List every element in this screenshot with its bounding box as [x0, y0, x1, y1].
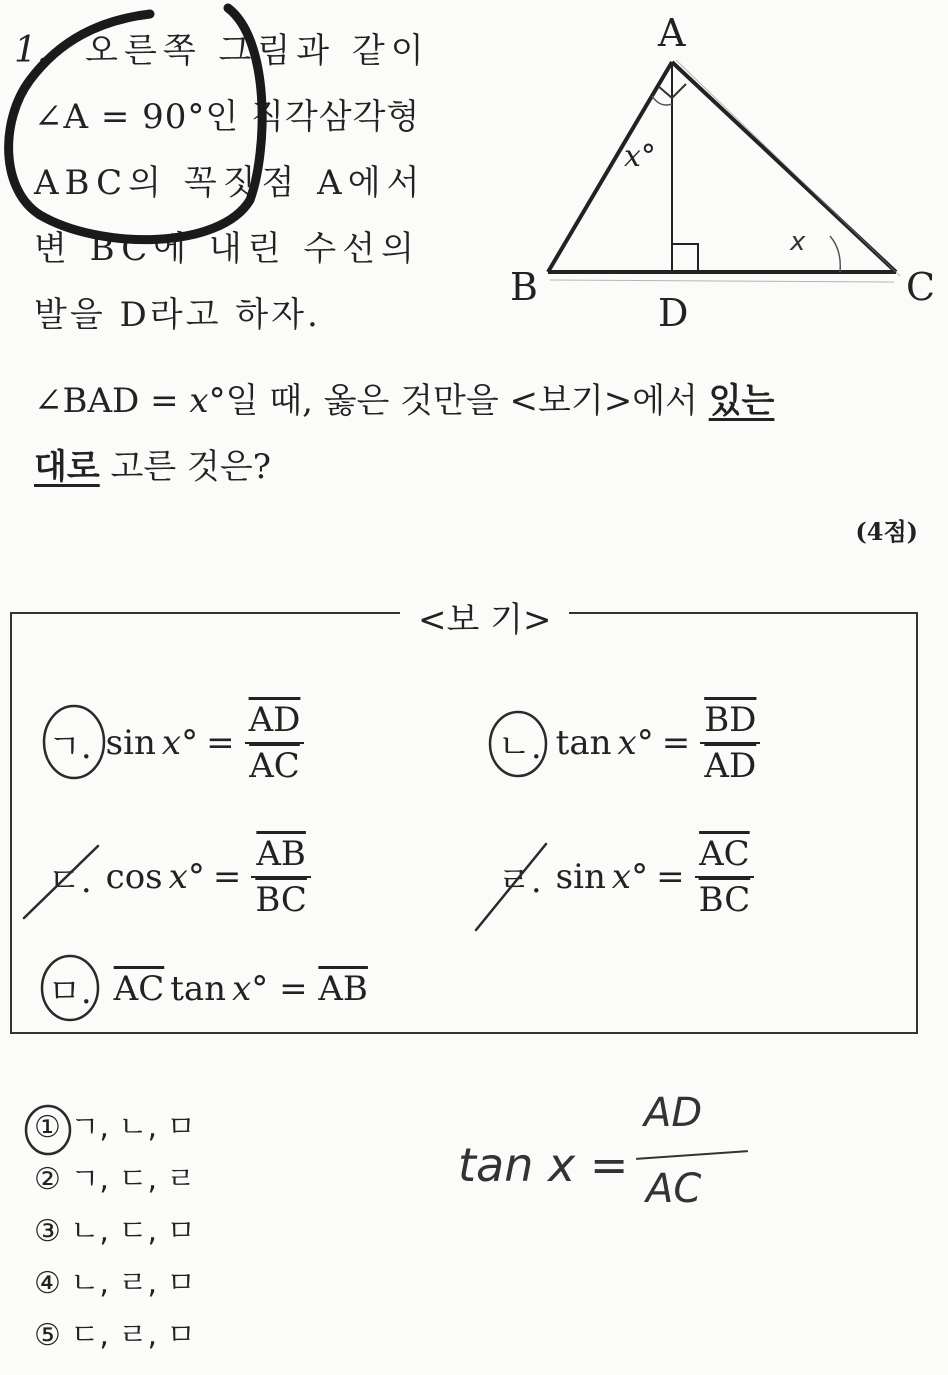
angle-bad-text: ∠BAD =: [34, 381, 190, 421]
handwritten-fraction-bar: [636, 1150, 748, 1160]
side-ac: [672, 62, 896, 272]
equals-sign: =: [656, 857, 685, 897]
item-deg: °: [251, 968, 269, 1009]
denominator: AD: [704, 746, 757, 786]
choices-list: [34, 1102, 196, 1362]
item-var: x: [161, 723, 182, 763]
choice-3[interactable]: ③ ㄴ, ㄷ, ㅁ: [34, 1214, 196, 1249]
points-label: (4점): [855, 517, 918, 546]
label-b: B: [510, 265, 538, 309]
marker-circle: [0, 0, 300, 260]
item-var: x: [168, 857, 188, 897]
question-end-text: 고른 것은?: [99, 447, 271, 487]
variable-x: x: [189, 381, 209, 421]
numerator: $\overline{AD}$: [248, 700, 301, 740]
item-marker: ㄷ.: [48, 860, 92, 901]
emphasis-text-2: 대로: [34, 447, 100, 487]
item-fn: tan: [170, 968, 227, 1009]
item-deg: °: [187, 857, 205, 897]
fraction-bar: [251, 876, 311, 878]
question-line-5: 발을 D라고 하자.: [34, 295, 321, 335]
numerator: $\overline{AB}$: [256, 834, 306, 874]
question-line-2: ∠A = 90°인 직각삼각형: [34, 97, 421, 137]
item-fn: tan: [555, 723, 612, 763]
handwritten-denominator: AC: [646, 1166, 702, 1212]
item-deg: °: [636, 723, 654, 763]
triangle-figure: [500, 0, 948, 340]
bogi-item-5: [48, 964, 368, 1013]
bogi-item-2: [498, 700, 760, 786]
question-mid-text: °일 때, 옳은 것만을 <보기>에서: [208, 381, 709, 421]
denominator: BC: [698, 880, 751, 920]
choice-5[interactable]: ⑤ ㄷ, ㄹ, ㅁ: [34, 1318, 196, 1353]
pencil-sketch: [550, 60, 900, 282]
right-angle-mark-d: [672, 244, 698, 272]
handwritten-numerator: AD: [644, 1090, 703, 1136]
label-c: C: [906, 265, 936, 309]
item-marker: ㄴ.: [498, 726, 542, 767]
item-fn: sin: [105, 723, 156, 763]
item-deg: °: [181, 723, 199, 763]
question-line-6: [34, 368, 774, 434]
item-var: x: [617, 723, 637, 763]
item-marker: ㅁ.: [48, 972, 92, 1012]
bogi-item-1: [48, 700, 304, 786]
item-fn: cos: [105, 857, 163, 897]
handwritten-lhs: tan x =: [458, 1138, 629, 1192]
angle-label-c: x: [790, 227, 806, 257]
bogi-title: <보 기>: [400, 592, 569, 641]
segment-ab: $\overline{AB}$: [318, 968, 368, 1009]
item-deg: °: [631, 857, 649, 897]
question-line-4: 변 BC에 내린 수선의: [34, 229, 420, 269]
fraction-bar: [700, 742, 760, 744]
item-var: x: [611, 857, 632, 897]
choice-2[interactable]: ② ㄱ, ㄷ, ㄹ: [34, 1162, 196, 1197]
question-text-1: 오른쪽 그림과 같이: [85, 31, 430, 71]
emphasis-text: 있는: [708, 381, 775, 421]
label-a: A: [658, 11, 686, 55]
fraction-bar: [695, 876, 755, 878]
denominator: BC: [255, 880, 307, 920]
denominator: AC: [249, 746, 300, 786]
bogi-item-4: [498, 834, 754, 920]
segment-ac: $\overline{AC}$: [113, 968, 165, 1009]
equals-sign: =: [661, 723, 691, 763]
fraction: [695, 834, 755, 920]
question-line-7: [34, 434, 271, 500]
fraction: [251, 834, 311, 920]
item-marker: ㄱ.: [48, 726, 92, 767]
item-fn: sin: [555, 857, 606, 897]
numerator: $\overline{BD}$: [704, 700, 757, 740]
fraction: [700, 700, 760, 786]
bogi-item-3: [48, 834, 311, 920]
equals-sign: =: [268, 968, 319, 1009]
numerator: $\overline{AC}$: [699, 834, 750, 874]
question-number: 1.: [14, 30, 49, 71]
equals-sign: =: [206, 723, 235, 763]
fraction: [245, 700, 305, 786]
question-line-3: ABC의 꼭짓점 A에서: [34, 163, 426, 203]
angle-label-a: x°: [624, 139, 656, 174]
angle-arc-a: [652, 96, 672, 105]
item-marker: ㄹ.: [498, 860, 542, 901]
fraction-bar: [245, 742, 305, 744]
choice-4[interactable]: ④ ㄴ, ㄹ, ㅁ: [34, 1266, 196, 1301]
label-d: D: [658, 291, 689, 335]
choice-1[interactable]: ① ㄱ, ㄴ, ㅁ: [34, 1110, 196, 1145]
equals-sign: =: [212, 857, 242, 897]
angle-arc-c: [830, 236, 840, 272]
item-var: x: [232, 968, 252, 1009]
